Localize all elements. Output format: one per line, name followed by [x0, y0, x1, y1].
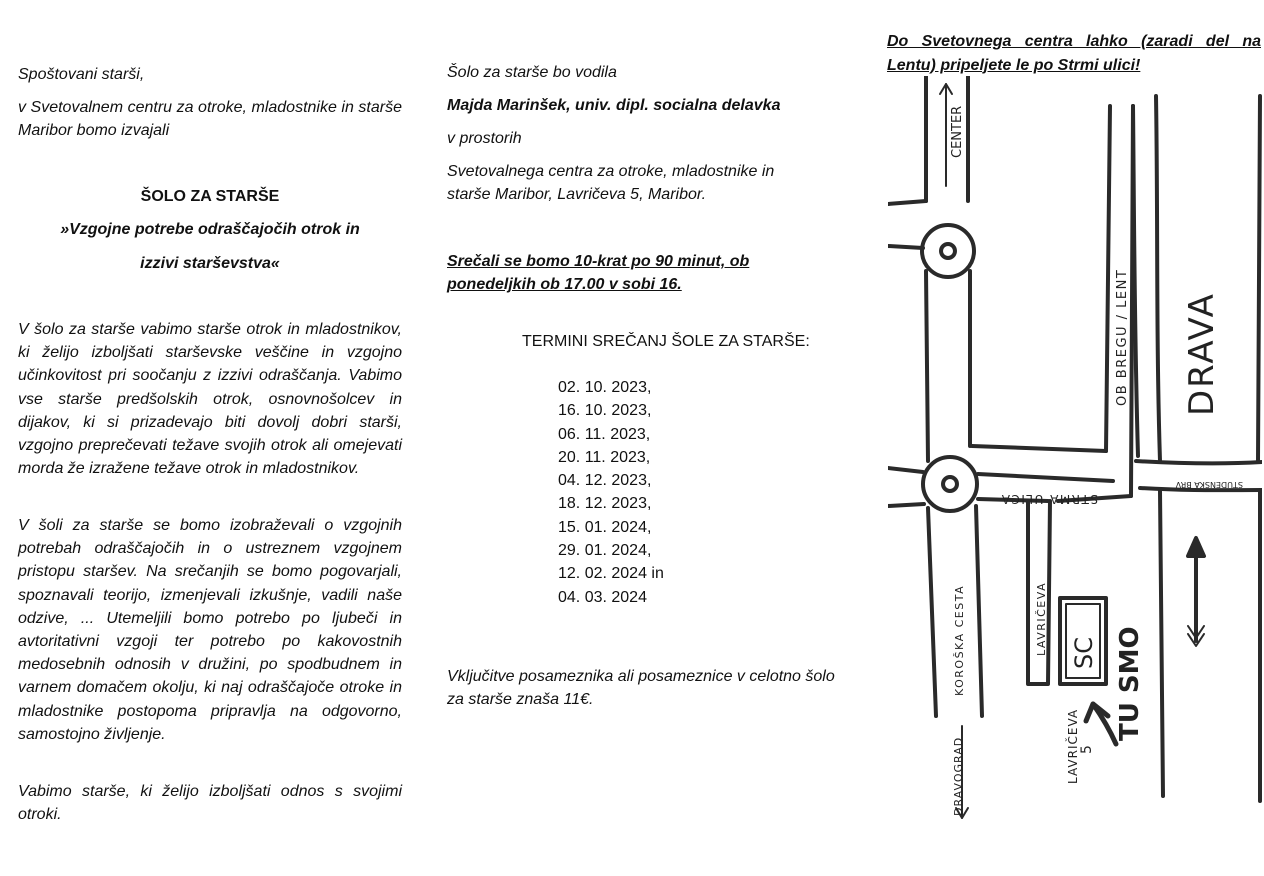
intro-text: v Svetovalnem centru za otroke, mladostnike in starše Maribor bomo izvajali [18, 99, 402, 140]
list-item: 06. 11. 2023, [558, 425, 651, 443]
list-item: 16. 10. 2023, [558, 402, 652, 420]
label-strma-ulica: STRMA ULICA [1000, 492, 1098, 506]
invitation-paragraph: V šolo za starše vabimo starše otrok in mladostnikov, ki želijo izboljšati starševske veščine in vzgojno učinkovitost pri soočanju z izzivi odraščanja. Vabimo vse starše predšolskih otrok, osnovnošolcev in dijakov, ki si prizadevajo biti dovolj dobri starši, vzgojno preprečevati težave svojih otrok ali omejevati morda že izražene težave otrok in mladostnikov. [18, 321, 402, 478]
label-koroska-cesta: KOROŠKA CESTA [953, 584, 966, 696]
list-item: 04. 03. 2024 [558, 588, 647, 606]
led-by-text: Šolo za starše bo vodila [447, 64, 617, 81]
label-center: CENTER [950, 105, 965, 158]
label-sc: SC [1070, 637, 1098, 669]
schedule-text: Srečali se bomo 10-krat po 90 minut, ob ponedeljkih ob 17.00 v sobi 16. [447, 253, 750, 294]
list-item: 29. 01. 2024, [558, 542, 652, 560]
river-left-bank [1133, 106, 1138, 456]
label-dravograd: DRAVOGRAD [952, 736, 965, 816]
label-studenska-brv: STUDENŠKA BRV [1175, 480, 1243, 489]
premises-text: v prostorih [447, 130, 522, 147]
fee-text: Vključitve posameznika ali posameznice v celotno šolo za starše znaša 11€. [447, 668, 835, 709]
map-note: Do Svetovnega centra lahko (zaradi del na Lentu) pripeljete le po Strmi ulici! [887, 33, 1261, 74]
label-lavriceva-5-street: LAVRIČEVA [1066, 708, 1080, 784]
list-item: 20. 11. 2023, [558, 448, 651, 466]
list-item: 12. 02. 2024 in [558, 565, 664, 583]
subtitle-line-1: »Vzgojne potrebe odraščajočih otrok in [60, 221, 360, 238]
dates-list [558, 376, 664, 609]
dates-heading: TERMINI SREČANJ ŠOLE ZA STARŠE: [522, 333, 810, 350]
list-item: 15. 01. 2024, [558, 518, 652, 536]
label-drava: DRAVA [1182, 292, 1222, 416]
subtitle-line-2: izzivi starševstva« [140, 255, 280, 272]
closing-paragraph: Vabimo starše, ki želijo izboljšati odnos s svojimi otroki. [18, 783, 402, 824]
list-item: 18. 12. 2023, [558, 495, 652, 513]
list-item: 04. 12. 2023, [558, 472, 652, 490]
label-tu-smo: TU SMO [1115, 626, 1145, 741]
address-text: Svetovalnega centra za otroke, mladostnike in starše Maribor, Lavričeva 5, Maribor. [447, 163, 775, 204]
list-item: 02. 10. 2023, [558, 379, 652, 396]
label-lavriceva: LAVRIČEVA [1035, 581, 1048, 656]
page-heading: ŠOLO ZA STARŠE [140, 188, 280, 205]
leader-name: Majda Marinšek, univ. dipl. socialna delavka [447, 97, 781, 114]
label-lavriceva-5-number: 5 [1079, 745, 1095, 754]
location-map [888, 76, 1262, 836]
salutation: Spoštovani starši, [18, 66, 145, 83]
label-ob-bregu: OB BREGU / LENT [1115, 268, 1130, 406]
content-paragraph: V šoli za starše se bomo izobraževali o vzgojnih potrebah odraščajočih in o ustreznem vzgojnem pristopu staršev. Na srečanjih se bomo pogovarjali, spoznavali teorijo, izmenjevali izkušnje, vadili naše odzive, ... Utemeljili bomo potrebo po ljubeči in avtoritativni vzgoji ter potrebo po kakovostnih medosebnih odnosih v družini, po spodbudnem in varnem domačem okolju, ki naj odraščajoče otroke in mladostnike postopoma pripravlja na odgovorno, samostojno življenje. [18, 517, 402, 743]
